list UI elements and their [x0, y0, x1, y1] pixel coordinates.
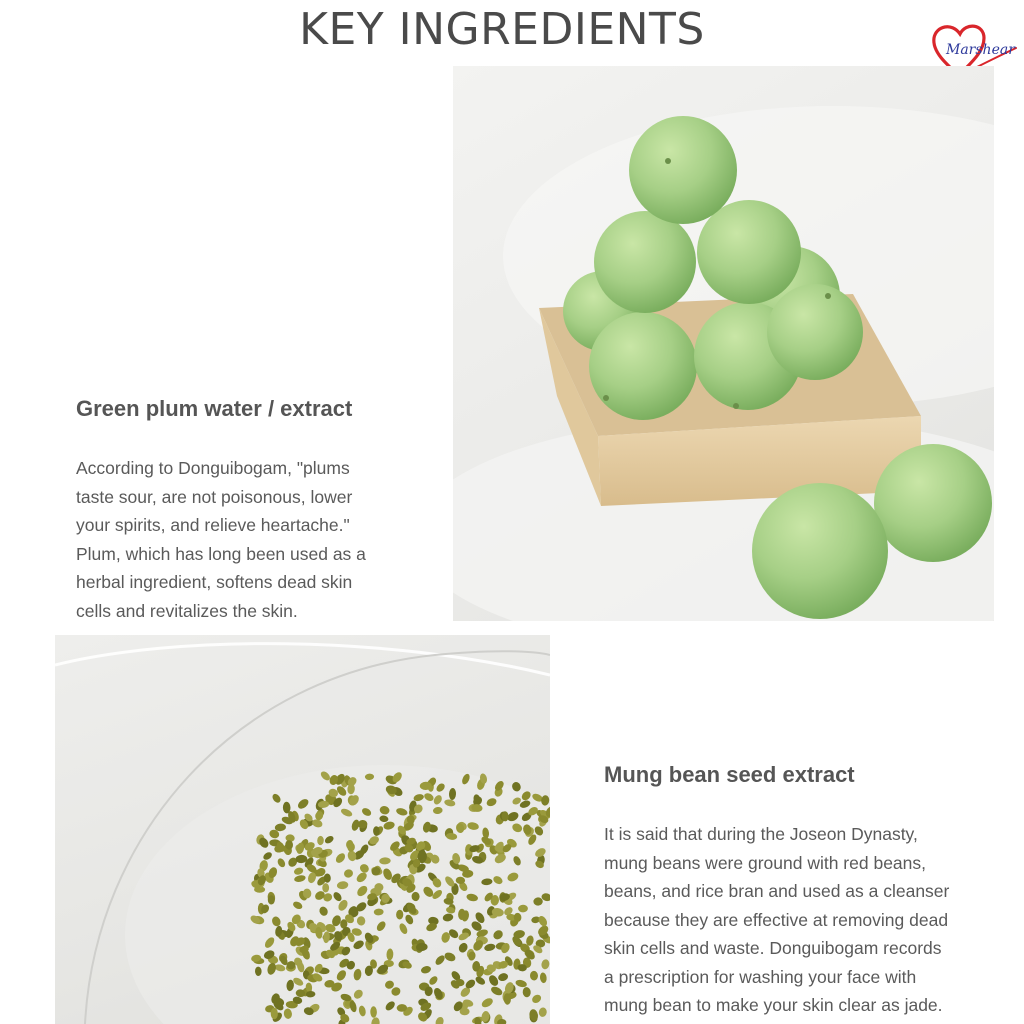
section-heading-green-plum: Green plum water / extract: [76, 396, 353, 421]
section-heading-mung-bean: Mung bean seed extract: [604, 762, 855, 787]
mung-bean: [322, 883, 329, 892]
page-title: KEY INGREDIENTS: [299, 4, 705, 55]
section-body-green-plum: According to Donguibogam, "plums taste sour, are not poisonous, lower your spirits, and relieve heartache." Plum, which has long been used as a herbal ingredient, softens dead skin cells and revitalizes the skin.: [76, 458, 366, 621]
mung-bean-photo: [55, 635, 550, 1024]
brand-logo-text: Marshear: [946, 42, 1015, 58]
section-body-mung-bean: It is said that during the Joseon Dynasty, mung beans were ground with red beans, beans, and rice bran and used as a cleanser because they are effective at removing dead skin cells and waste. Donguibogam records a prescription for washing your face with mung bean to make your skin clear as jade.: [604, 824, 950, 1015]
green-plum-photo: [453, 66, 994, 621]
